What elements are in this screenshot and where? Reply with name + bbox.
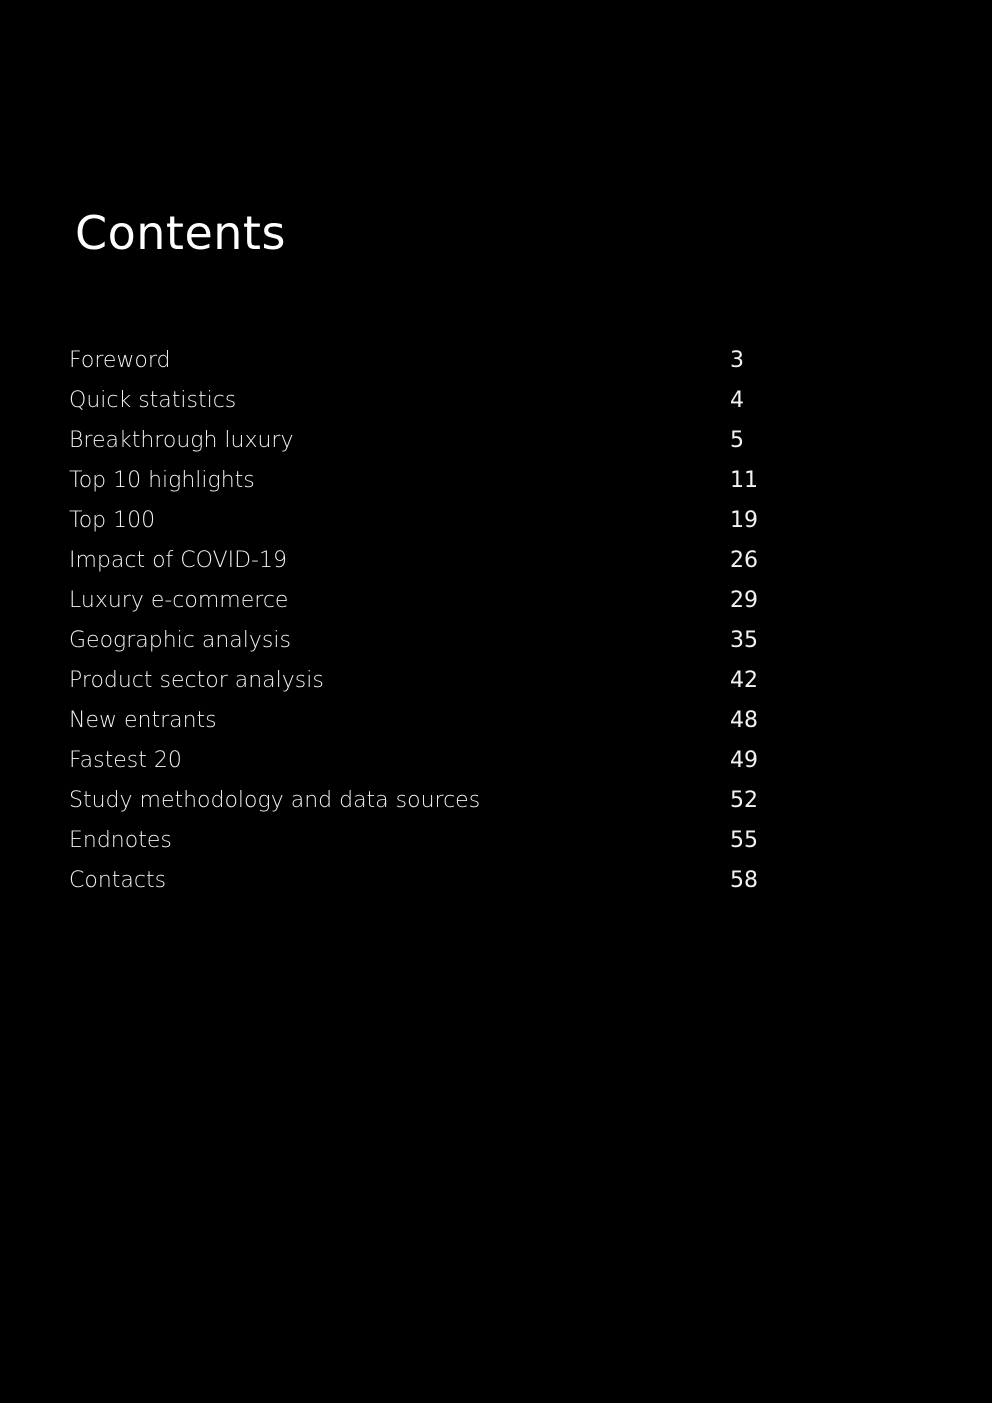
toc-entry-luxury-e-commerce[interactable] [69,581,789,621]
toc-entry-label: Impact of COVID-19 [69,548,287,573]
toc-entry-page-number: 5 [730,428,744,453]
toc-entry-product-sector-analysis[interactable] [69,661,789,701]
toc-entry-geographic-analysis[interactable] [69,621,789,661]
toc-entry-page-number: 48 [730,708,758,733]
toc-entry-fastest-20[interactable] [69,741,789,781]
toc-entry-label: Quick statistics [69,388,237,413]
table-of-contents [69,341,789,901]
toc-entry-label: Luxury e-commerce [69,588,289,613]
toc-entry-label: Contacts [69,868,167,893]
toc-entry-new-entrants[interactable] [69,701,789,741]
toc-entry-page-number: 35 [730,628,758,653]
toc-entry-label: Endnotes [69,828,172,853]
toc-entry-study-methodology[interactable] [69,781,789,821]
toc-entry-label: Top 10 highlights [69,468,255,493]
page-title: Contents [75,206,286,260]
toc-entry-label: New entrants [69,708,217,733]
toc-entry-label: Study methodology and data sources [69,788,481,813]
toc-entry-impact-of-covid-19[interactable] [69,541,789,581]
toc-entry-page-number: 29 [730,588,758,613]
toc-entry-top-100[interactable] [69,501,789,541]
toc-entry-top-10-highlights[interactable] [69,461,789,501]
toc-entry-label: Fastest 20 [69,748,182,773]
toc-entry-page-number: 52 [730,788,758,813]
toc-entry-page-number: 42 [730,668,758,693]
toc-entry-label: Top 100 [69,508,156,533]
toc-entry-quick-statistics[interactable] [69,381,789,421]
toc-entry-page-number: 49 [730,748,758,773]
toc-entry-label: Foreword [69,348,171,373]
toc-entry-foreword[interactable] [69,341,789,381]
toc-entry-breakthrough-luxury[interactable] [69,421,789,461]
toc-entry-page-number: 26 [730,548,758,573]
toc-entry-label: Geographic analysis [69,628,291,653]
toc-entry-contacts[interactable] [69,861,789,901]
toc-entry-page-number: 58 [730,868,758,893]
toc-entry-page-number: 55 [730,828,758,853]
toc-entry-label: Product sector analysis [69,668,324,693]
toc-entry-page-number: 19 [730,508,758,533]
toc-entry-label: Breakthrough luxury [69,428,294,453]
toc-entry-page-number: 3 [730,348,744,373]
toc-entry-page-number: 4 [730,388,744,413]
toc-entry-page-number: 11 [730,468,758,493]
toc-entry-endnotes[interactable] [69,821,789,861]
